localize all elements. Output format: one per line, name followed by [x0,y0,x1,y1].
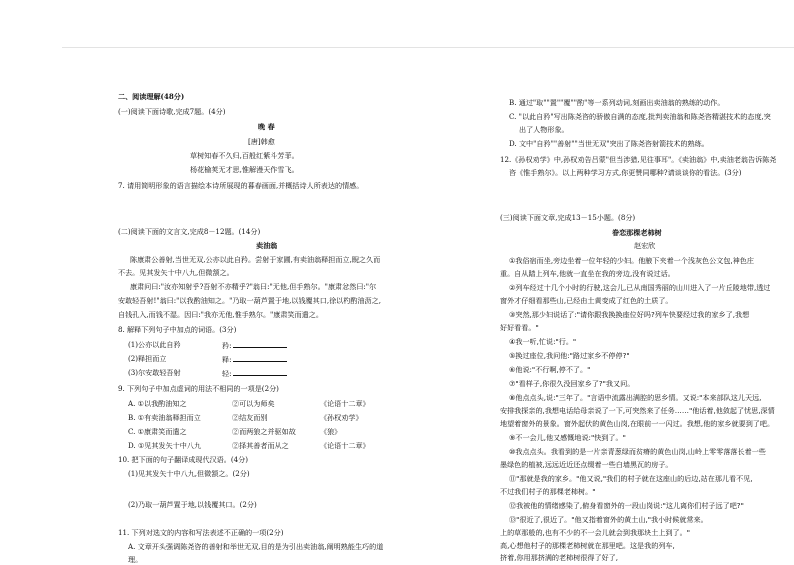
article-para-1-cont: 重。自从踏上列车,他就一直坐在我的旁边,没有说过话。 [500,269,675,278]
section-heading: 二、阅读理解(48分) [118,92,185,101]
article-para-13-cont-1: 上的草那般的,也有不少的不一会儿就会到我那块土上到了。" [500,528,690,537]
article-para-4: ④我一听,忙说:"行。" [509,337,577,346]
q8-item-1-answer-line[interactable] [233,340,287,348]
prose-title: 卖油翁 [256,241,278,250]
article-para-2: ②列车经过十几个小时的行驶,这会儿,已从南国秀丽的山川进入了一片丘陵地带,透过 [509,283,771,292]
q8-item-1-key [222,340,287,351]
article-para-8-cont-1: 安排我探亲的,我想电话给母亲说了一下,可突然来了任务……"他话着,他敛起了忧思,深情 [500,406,775,415]
article-para-11: ⑪"那就是我的家乡。"他又说,"我们的村子就在这座山的后边,站在那儿看不见, [509,474,753,483]
article-para-2-cont: 窗外才仔细看那些山,已经由土黄变成了红色的土质了。 [500,296,673,305]
q8-item-1: (1)公亦以此自矜 [128,340,181,349]
part1-heading: (一)阅读下面诗歌,完成7题。(4分) [118,107,226,116]
prose-p2b: 安敢轻吾射!"翁曰:"以我酌油知之。"乃取一葫芦置于地,以钱覆其口,徐以杓酌油沥之, [118,296,381,305]
q9-option-b: B. ①有卖油翁释担而立 [128,413,201,422]
q8-item-2: (2)释担而立 [128,354,167,363]
q9-option-d-mid: ②择其善者而从之 [232,441,289,450]
question-12-cont: 咨《惟手熟尔》。以上两种学习方式,你更赞同哪种?请谈谈你的看法。(3分) [509,168,742,177]
q9-option-c-src: 《狼》 [320,427,342,436]
question-9: 9. 下列句子中加点虚词的用法不相同的一项是(2分) [118,384,279,393]
article-author: 赵宏欣 [634,241,656,250]
q8-item-3-key [222,368,287,379]
poem-title: 晚 春 [258,122,275,131]
article-para-3: ③突然,那少妇说话了:"请你跟我换换座位好吗?列车快要经过我的家乡了,我想 [509,310,750,319]
article-para-13-cont-3: 挤着,你用那挤满的老柿树很得了好了, [500,553,619,562]
q9-option-d-src: 《论语十二章》 [320,441,370,450]
question-7: 7. 请用简明形象的语言描绘本诗所展现的暮春画面,并概括诗人所表达的情感。 [118,181,364,190]
q11-option-c: C. "以此自矜"写出陈尧咨的骄傲自满的态度,批判卖油翁和陈尧咨精湛技术的态度,突 [509,112,771,121]
q8-item-1-key-label: 矜: [222,341,232,350]
q9-option-c: C. ①康肃笑而遣之 [128,427,187,436]
prose-p1a: 陈康肃公善射,当世无双,公亦以此自矜。尝射于家圃,有卖油翁释担而立,睨之久而 [130,255,381,264]
prose-p1b: 不去。见其发矢十中八九,但微颔之。 [118,268,234,277]
q10-item-2: (2)乃取一葫芦置于地,以钱覆其口。(2分) [128,500,257,509]
question-11: 11. 下列对选文的内容和写法表述不正确的一项(2分) [118,528,284,537]
q11-option-a: A. 文章开头强调陈尧咨的善射和举世无双,目的是为引出卖油翁,阐明熟能生巧的道 [128,542,384,551]
article-para-13-cont-2: 高,心想他村子的那棵老柿树就在那里吧。这是我的列车, [500,541,675,550]
article-para-8-cont-2: 地望着窗外的景象。窗外起伏的黄色山岗,在眼前一一闪过。我想,他的家乡就要到了吧。 [500,419,775,428]
question-10: 10. 把下面的句子翻译成现代汉语。(4分) [118,455,248,464]
q11-option-c-cont: 出了人物形象。 [519,125,569,134]
article-para-1: ①我俗宿而坐,旁边坐着一位年轻的少妇。他腋下夹着一个浅灰色公文包,神色庄 [509,256,754,265]
article-para-9: ⑨不一会儿,他又感慨地说:"快到了。" [509,433,626,442]
q8-item-2-key [222,354,287,365]
article-para-12: ⑫我被他的情绪感染了,俯身看窗外的一段山岗说:"这儿离你们村子远了吧?" [509,501,744,510]
q9-option-a: A. ①以我酌油知之 [128,399,187,408]
q8-item-3-answer-line[interactable] [233,368,287,376]
part2-heading: (二)阅读下面的文言文,完成8－12题。(14分) [118,227,261,236]
q8-item-3: (3)尔安敢轻吾射 [128,368,181,377]
question-12: 12.《孙权劝学》中,孙权劝告吕蒙"但当涉猎,见往事耳"。《卖油翁》中,卖油老翁告诉陈尧 [500,155,777,164]
article-para-8: ⑧他点点头,说:"三年了。"言语中流露出满腔的思乡情。又说:"本来部队这儿天远, [509,393,762,402]
q9-option-a-mid: ②可以为师矣 [232,399,275,408]
article-para-6: ⑥他说:"不行啊,停不了。" [509,365,591,374]
poem-line-2: 杨花榆荚无才思,惟解漫天作雪飞。 [190,165,299,174]
poem-line-1: 草树知春不久归,百般红紫斗芳菲。 [190,151,299,160]
q9-option-b-mid: ②结友而别 [232,413,268,422]
article-para-10-cont: 墨绿色的植被,远远近近还点缀着一些白墙黑瓦的房子。 [500,460,673,469]
article-para-11-cont: 不过我们村子的那棵老柿树。" [500,487,596,496]
q9-option-d: D. ①见其发矢十中八九 [128,441,202,450]
article-para-13: ⑬"很近了,很近了。"他又指着窗外的黄土山,"我小时候就常来。 [509,515,708,524]
q9-option-a-src: 《论语十二章》 [320,399,370,408]
q9-option-b-src: 《孙权劝学》 [320,413,363,422]
q8-item-3-key-label: 轻: [222,369,232,378]
article-para-5: ⑤换过座位,我问他:"路过家乡不停停?" [509,351,630,360]
poem-author: [唐]韩愈 [248,137,275,146]
q11-option-a-cont: 理。 [128,555,143,564]
article-para-10: ⑩我点点头。我看到的是一片亲青葱绿而贫瘠的黄色山岗,山岭上零零落落长着一些 [509,447,766,456]
q9-option-c-mid: ②而两狼之并驱如故 [232,427,296,436]
part3-heading: (三)阅读下面文章,完成13－15小题。(8分) [500,213,636,222]
article-title: 眷恋那棵老柿树 [612,228,662,237]
q11-option-d: D. 文中"自矜""善射""当世无双"突出了陈尧咨射箭技术的熟练。 [509,139,709,148]
q8-item-2-key-label: 释: [222,355,232,364]
article-para-3-cont: 好好看看。" [500,323,539,332]
q8-item-2-answer-line[interactable] [233,354,287,362]
page-top-rule [62,47,794,48]
prose-p2c: 自钱孔入,而钱不湿。因曰:"我亦无他,惟手熟尔。"康肃笑而遣之。 [118,310,323,319]
q11-option-b: B. 通过"取""置""覆""酌"等一系列动词,刻画出卖油翁的熟练的动作。 [509,98,725,107]
question-8: 8. 解释下列句子中加点的词语。(3分) [118,325,237,334]
prose-p2a: 康肃问曰:"汝亦知射乎?吾射不亦精乎?"翁曰:"无他,但手熟尔。"康肃忿然曰:"尔 [130,282,377,291]
q10-item-1: (1)见其发矢十中八九,但微颔之。(2分) [128,469,250,478]
article-para-7: ⑦"看样子,你很久没回家乡了?"我又问。 [509,379,635,388]
